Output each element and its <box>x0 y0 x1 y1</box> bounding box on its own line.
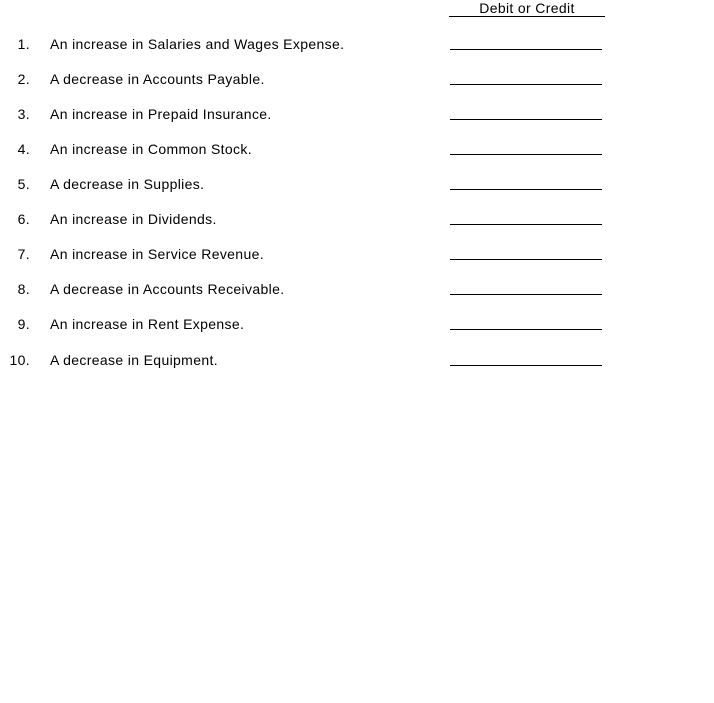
item-number: 6. <box>17 211 30 227</box>
list-item <box>0 350 714 370</box>
list-item <box>0 34 714 54</box>
list-item <box>0 139 714 159</box>
answer-blank[interactable] <box>450 189 602 190</box>
item-number: 5. <box>17 176 30 192</box>
item-statement: An increase in Prepaid Insurance. <box>50 106 272 122</box>
answer-blank[interactable] <box>450 329 602 330</box>
item-number: 3. <box>17 106 30 122</box>
item-statement: An increase in Service Revenue. <box>50 246 264 262</box>
answer-blank[interactable] <box>450 154 602 155</box>
item-number: 8. <box>17 281 30 297</box>
item-statement: A decrease in Accounts Payable. <box>50 71 265 87</box>
item-number: 7. <box>17 246 30 262</box>
item-statement: A decrease in Accounts Receivable. <box>50 281 285 297</box>
answer-blank[interactable] <box>450 84 602 85</box>
answer-blank[interactable] <box>450 119 602 120</box>
list-item <box>0 174 714 194</box>
list-item <box>0 279 714 299</box>
answer-blank[interactable] <box>450 259 602 260</box>
item-statement: An increase in Dividends. <box>50 211 217 227</box>
item-statement: A decrease in Supplies. <box>50 176 205 192</box>
list-item <box>0 209 714 229</box>
answer-blank[interactable] <box>450 224 602 225</box>
item-number: 9. <box>17 316 30 332</box>
list-item <box>0 244 714 264</box>
item-number: 4. <box>17 141 30 157</box>
item-statement: A decrease in Equipment. <box>50 352 218 368</box>
answer-column-header: Debit or Credit <box>449 1 605 17</box>
list-item <box>0 104 714 124</box>
answer-blank[interactable] <box>450 365 602 366</box>
item-number: 2. <box>17 71 30 87</box>
answer-blank[interactable] <box>450 49 602 50</box>
answer-blank[interactable] <box>450 294 602 295</box>
list-item <box>0 314 714 334</box>
list-item <box>0 69 714 89</box>
item-statement: An increase in Rent Expense. <box>50 316 245 332</box>
item-number: 1. <box>17 36 30 52</box>
item-statement: An increase in Common Stock. <box>50 141 252 157</box>
item-statement: An increase in Salaries and Wages Expense. <box>50 36 345 52</box>
item-number: 10. <box>9 352 30 368</box>
